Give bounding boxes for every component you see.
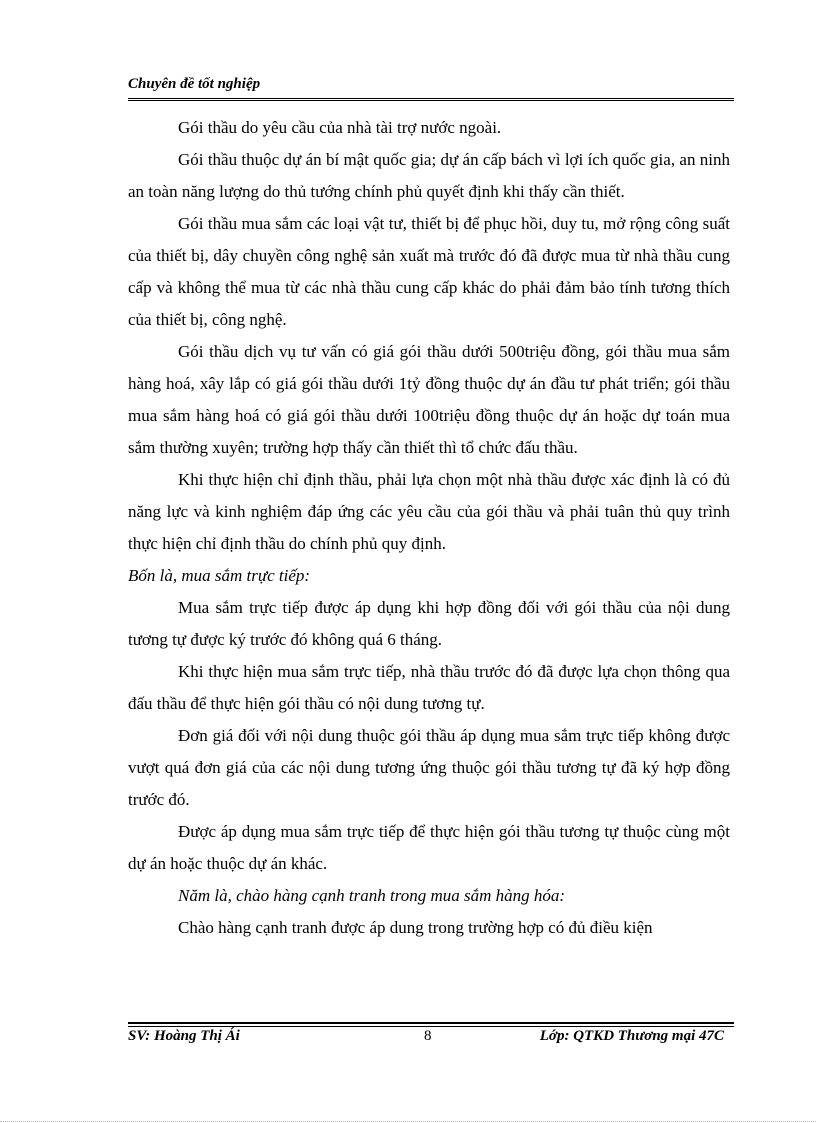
paragraph: Chào hàng cạnh tranh được áp dung trong trường hợp có đủ điều kiện <box>178 918 653 937</box>
paragraph: Gói thầu thuộc dự án bí mật quốc gia; dự án cấp bách vì lợi ích quốc gia, an ninh an toàn năng lượng do thủ tướng chính phủ quyết định khi thấy cần thiết. <box>128 150 730 201</box>
paragraph: Đơn giá đối với nội dung thuộc gói thầu áp dụng mua sắm trực tiếp không được vượt quá đơn giá của các nội dung tương ứng thuộc gói thầu tương tự đã ký hợp đồng trước đó. <box>128 726 730 809</box>
section-heading: Bốn là, mua sắm trực tiếp: <box>128 566 311 585</box>
page-edge <box>0 1121 816 1122</box>
paragraph: Gói thầu do yêu cầu của nhà tài trợ nước ngoài. <box>178 118 502 137</box>
paragraph: Được áp dụng mua sắm trực tiếp để thực hiện gói thầu tương tự thuộc cùng một dự án hoặc thuộc dự án khác. <box>128 822 730 873</box>
document-body <box>128 112 730 944</box>
footer-divider <box>128 1022 734 1024</box>
footer-divider-thin <box>128 1026 734 1027</box>
header-title: Chuyên đề tốt nghiệp <box>128 76 261 92</box>
section-heading: Năm là, chào hàng cạnh tranh trong mua sắm hàng hóa: <box>178 886 566 905</box>
paragraph: Khi thực hiện chỉ định thầu, phải lựa chọn một nhà thầu được xác định là có đủ năng lực và kinh nghiệm đáp ứng các yêu cầu của gói thầu và phải tuân thủ quy trình thực hiện chỉ định thầu do chính phủ quy định. <box>128 470 730 553</box>
paragraph: Mua sắm trực tiếp được áp dụng khi hợp đồng đối với gói thầu của nội dung tương tự được ký trước đó không quá 6 tháng. <box>128 598 730 649</box>
page-footer <box>128 1028 734 1050</box>
paragraph: Khi thực hiện mua sắm trực tiếp, nhà thầu trước đó đã được lựa chọn thông qua đấu thầu để thực hiện gói thầu có nội dung tương tự. <box>128 662 730 713</box>
page-number: 8 <box>424 1028 432 1044</box>
paragraph: Gói thầu dịch vụ tư vấn có giá gói thầu dưới 500triệu đồng, gói thầu mua sắm hàng hoá, xây lắp có giá gói thầu dưới 1tỷ đồng thuộc dự án đầu tư phát triển; gói thầu mua sắm hàng hoá có giá gói thầu dưới 100triệu đồng thuộc dự án hoặc dự toán mua sắm thường xuyên; trường hợp thấy cần thiết thì tổ chức đấu thầu. <box>128 342 730 457</box>
paragraph: Gói thầu mua sắm các loại vật tư, thiết bị để phục hồi, duy tu, mở rộng công suất của thiết bị, dây chuyền công nghệ sản xuất mà trước đó đã được mua từ nhà thầu cung cấp và không thể mua từ các nhà thầu cung cấp khác do phải đảm bảo tính tương thích của thiết bị, công nghệ. <box>128 214 730 329</box>
footer-student: SV: Hoàng Thị Ái <box>128 1028 240 1044</box>
page-header <box>128 76 734 99</box>
header-divider <box>128 100 734 101</box>
footer-class: Lớp: QTKD Thương mại 47C <box>539 1028 724 1044</box>
